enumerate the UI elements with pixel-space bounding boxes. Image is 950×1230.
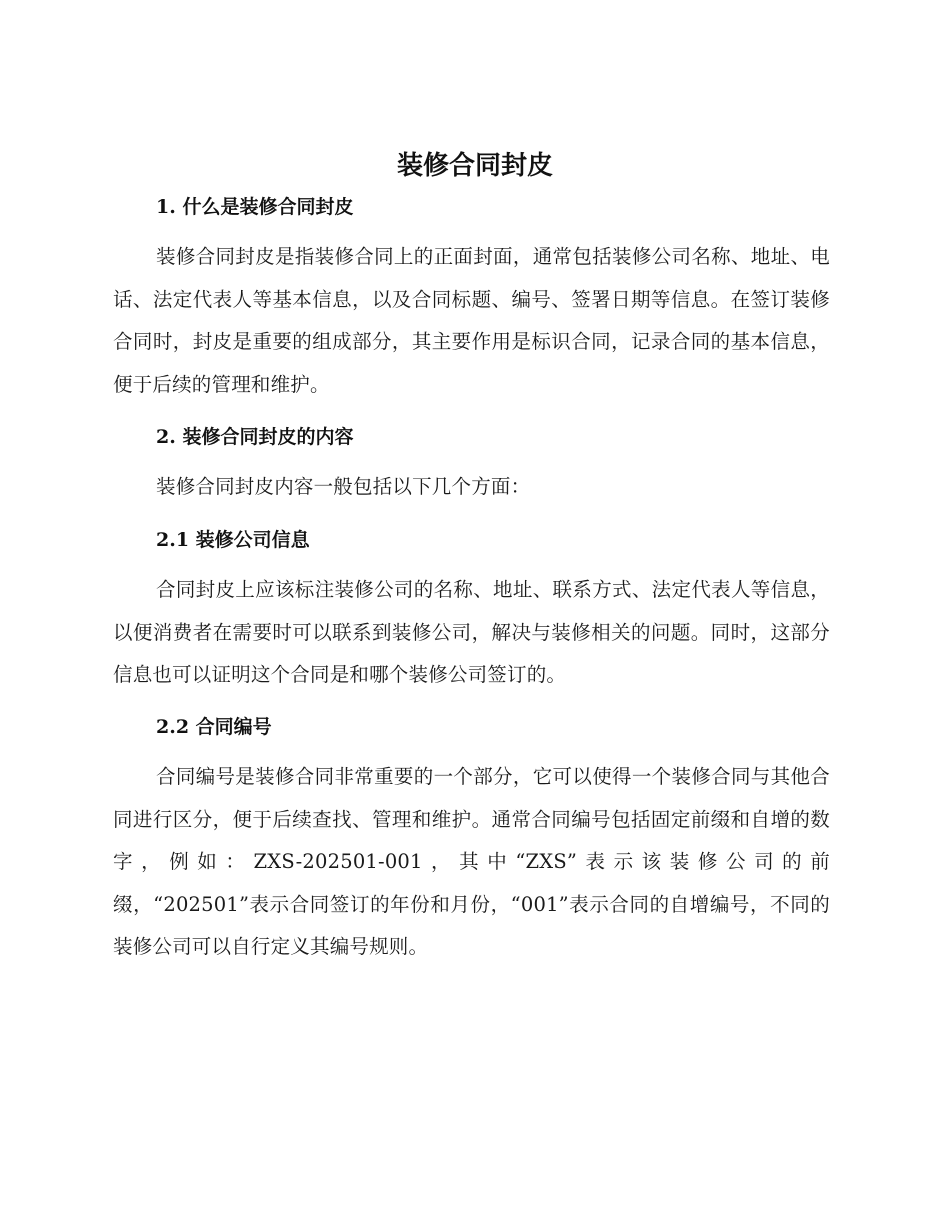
- body-paragraph: 合同封皮上应该标注装修公司的名称、地址、联系方式、法定代表人等信息，以便消费者在需要时可以联系到装修公司，解决与装修相关的问题。同时，这部分信息也可以证明这个合同是和哪个装修公司签订的。: [113, 578, 830, 686]
- section-heading: 2.1 装修公司信息: [156, 529, 310, 551]
- section-heading: 2. 装修合同封皮的内容: [156, 426, 354, 448]
- body-paragraph: 合同编号是装修合同非常重要的一个部分，它可以使得一个装修合同与其他合同进行区分，便于后续查找、管理和维护。通常合同编号包括固定前缀和自增的数字，例如：ZXS-202501-001，其中“ZXS”表示该装修公司的前缀，“202501”表示合同签订的年份和月份，“001”表示合同的自增编号，不同的装修公司可以自行定义其编号规则。: [113, 765, 830, 958]
- document-title: 装修合同封皮: [396, 151, 553, 181]
- body-paragraph: 装修合同封皮是指装修合同上的正面封面，通常包括装修公司名称、地址、电话、法定代表人等基本信息，以及合同标题、编号、签署日期等信息。在签订装修合同时，封皮是重要的组成部分，其主要作用是标识合同，记录合同的基本信息，便于后续的管理和维护。: [113, 245, 830, 396]
- section-heading: 2.2 合同编号: [156, 716, 272, 738]
- section-heading: 1. 什么是装修合同封皮: [156, 196, 354, 218]
- body-paragraph: 装修合同封皮内容一般包括以下几个方面：: [156, 475, 531, 498]
